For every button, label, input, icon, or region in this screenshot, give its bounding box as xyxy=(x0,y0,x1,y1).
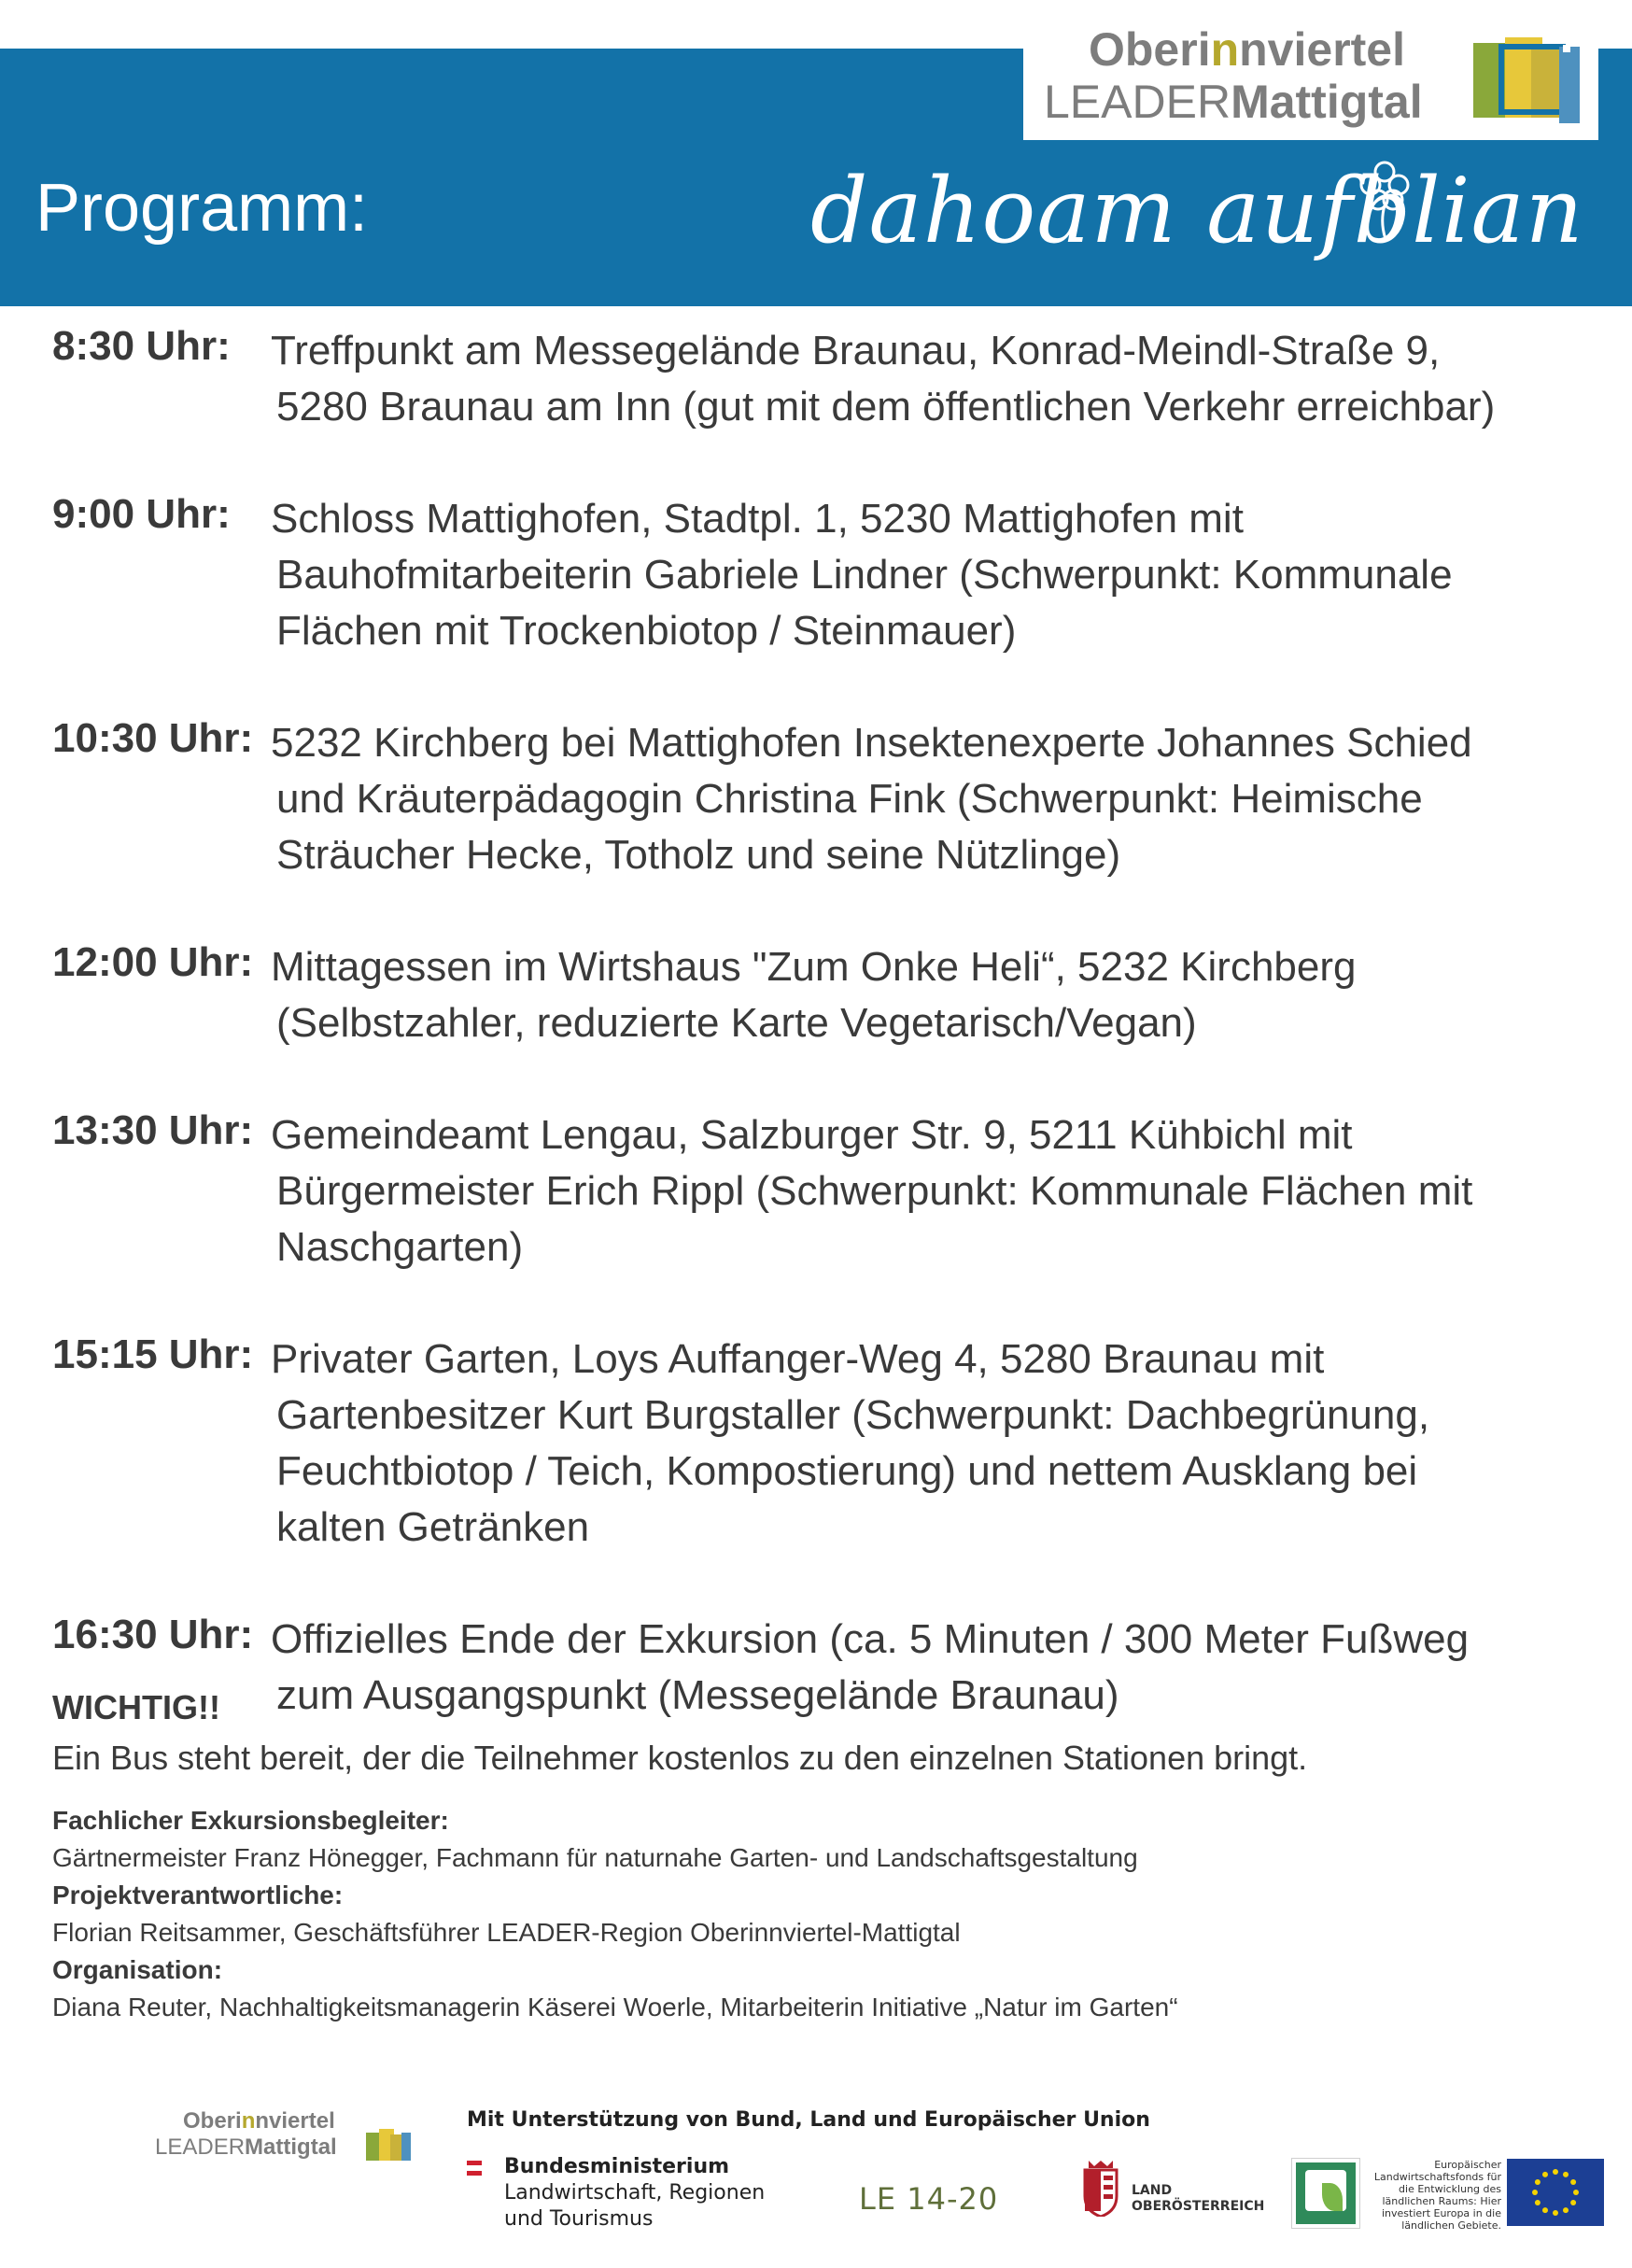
eu-flag-icon xyxy=(1507,2159,1604,2226)
contact-value: Diana Reuter, Nachhaltigkeitsmanagerin Käserei Woerle, Mitarbeiterin Initiative „Natur im Garten“ xyxy=(52,1993,1178,2021)
footer-slogan: dahoam aufblian xyxy=(37,2176,339,2217)
contact-label: Fachlicher Exkursionsbegleiter: xyxy=(52,1806,449,1835)
entry-line: Feuchtbiotop / Teich, Kompostierung) und nettem Ausklang bei xyxy=(276,1448,1418,1494)
footer-logo-text-oberinnviertel: Oberinnviertel xyxy=(183,2108,335,2134)
entry-line: zum Ausgangspunkt (Messegelände Braunau) xyxy=(276,1672,1119,1718)
austria-flag-icon xyxy=(467,2161,482,2176)
entry-line: Treffpunkt am Messegelände Braunau, Konrad-Meindl-Straße 9, xyxy=(271,328,1441,373)
important-text: Ein Bus steht bereit, der die Teilnehmer kostenlos zu den einzelnen Stationen bringt. xyxy=(52,1739,1308,1777)
footer-region-logo xyxy=(26,2103,418,2232)
upper-austria-crest-icon xyxy=(1081,2159,1120,2217)
schedule-entry xyxy=(52,323,1583,435)
eu-star-icon xyxy=(1542,2172,1548,2177)
entry-time: 8:30 Uhr: xyxy=(52,323,231,369)
entry-line: Offizielles Ende der Exkursion (ca. 5 Minuten / 300 Meter Fußweg xyxy=(271,1616,1470,1662)
entry-line: Schloss Mattighofen, Stadtpl. 1, 5230 Mattighofen mit xyxy=(271,496,1244,542)
entry-line: Gartenbesitzer Kurt Burgstaller (Schwerpunkt: Dachbegrünung, xyxy=(276,1392,1430,1438)
logo-text-leader-mattigtal: LEADERMattigtal xyxy=(1044,76,1423,128)
entry-line: Sträucher Hecke, Totholz und seine Nützlinge) xyxy=(276,832,1121,878)
entry-line: Privater Garten, Loys Auffanger-Weg 4, 5280 Braunau mit xyxy=(271,1336,1325,1382)
entry-line: Bauhofmitarbeiterin Gabriele Lindner (Schwerpunkt: Kommunale xyxy=(276,552,1453,598)
land-ooe-text: LAND OBERÖSTERREICH xyxy=(1132,2183,1265,2214)
eu-star-icon xyxy=(1573,2190,1579,2195)
entry-line: kalten Getränken xyxy=(276,1504,590,1550)
logo-mark-icon xyxy=(1473,37,1582,123)
contact-value: Gärtnermeister Franz Hönegger, Fachmann für naturnahe Garten- und Landschaftsgestaltung xyxy=(52,1843,1138,1872)
ministry-line: Bundesministerium xyxy=(504,2155,730,2178)
schedule-entry xyxy=(52,1107,1583,1275)
entry-line: 5232 Kirchberg bei Mattighofen Insektenexperte Johannes Schied xyxy=(271,720,1472,766)
le-14-20-logo: LE 14-20 xyxy=(859,2181,999,2217)
entry-line: Naschgarten) xyxy=(276,1224,524,1270)
schedule-entry xyxy=(52,1612,1583,1724)
logo-mark-icon xyxy=(366,2129,411,2161)
region-logo xyxy=(1023,0,1598,140)
entry-time: 15:15 Uhr: xyxy=(52,1331,254,1377)
eu-star-icon xyxy=(1535,2200,1541,2205)
slogan: dahoam aufblian xyxy=(810,159,1584,263)
page-title: Programm: xyxy=(35,171,369,246)
entry-line: 5280 Braunau am Inn (gut mit dem öffentlichen Verkehr erreichbar) xyxy=(276,384,1496,430)
contact-label: Organisation: xyxy=(52,1955,223,1984)
entry-line: Flächen mit Trockenbiotop / Steinmauer) xyxy=(276,608,1017,654)
contacts xyxy=(52,1802,1178,2026)
important-title: WICHTIG!! xyxy=(52,1688,220,1726)
leader-leaf-icon xyxy=(1292,2159,1359,2228)
schedule-entry xyxy=(52,715,1583,883)
schedule-entry xyxy=(52,939,1583,1051)
contact-label: Projektverantwortliche: xyxy=(52,1881,344,1909)
eu-star-icon xyxy=(1542,2207,1548,2213)
schedule xyxy=(52,323,1583,1780)
support-text: Mit Unterstützung von Bund, Land und Europäischer Union xyxy=(467,2108,1150,2132)
footer-logo-text-leader-mattigtal: LEADERMattigtal xyxy=(155,2134,337,2160)
eu-star-icon xyxy=(1570,2200,1576,2205)
entry-time: 9:00 Uhr: xyxy=(52,491,231,537)
entry-line: Mittagessen im Wirtshaus "Zum Onke Heli“, 5232 Kirchberg xyxy=(271,944,1357,990)
ministry-line: Landwirtschaft, Regionen xyxy=(504,2181,766,2205)
entry-time: 13:30 Uhr: xyxy=(52,1107,254,1153)
entry-line: und Kräuterpädagogin Christina Fink (Schwerpunkt: Heimische xyxy=(276,776,1423,822)
schedule-entry xyxy=(52,1331,1583,1556)
eu-star-icon xyxy=(1563,2207,1569,2213)
entry-line: (Selbstzahler, reduzierte Karte Vegetarisch/Vegan) xyxy=(276,1000,1197,1046)
eu-star-icon xyxy=(1553,2210,1558,2216)
entry-time: 12:00 Uhr: xyxy=(52,939,254,985)
entry-time: 10:30 Uhr: xyxy=(52,715,254,761)
logo-text-oberinnviertel: Oberinnviertel xyxy=(1089,23,1405,76)
entry-line: Gemeindeamt Lengau, Salzburger Str. 9, 5211 Kühbichl mit xyxy=(271,1112,1353,1158)
eu-star-icon xyxy=(1553,2169,1558,2175)
ministry-line: und Tourismus xyxy=(504,2207,654,2231)
eu-star-icon xyxy=(1570,2179,1576,2185)
entry-line: Bürgermeister Erich Rippl (Schwerpunkt: Kommunale Flächen mit xyxy=(276,1168,1473,1214)
eu-star-icon xyxy=(1535,2179,1541,2185)
eu-star-icon xyxy=(1532,2190,1538,2195)
eu-star-icon xyxy=(1563,2172,1569,2177)
flower-icon xyxy=(1352,157,1417,241)
entry-time: 16:30 Uhr: xyxy=(52,1612,254,1657)
schedule-entry xyxy=(52,491,1583,659)
eu-fund-text: Europäischer Landwirtschaftsfonds für die Entwicklung des ländlichen Raums: Hier investiert Europa in die ländlichen Gebiete. xyxy=(1373,2159,1501,2232)
contact-value: Florian Reitsammer, Geschäftsführer LEADER-Region Oberinnviertel-Mattigtal xyxy=(52,1918,961,1947)
